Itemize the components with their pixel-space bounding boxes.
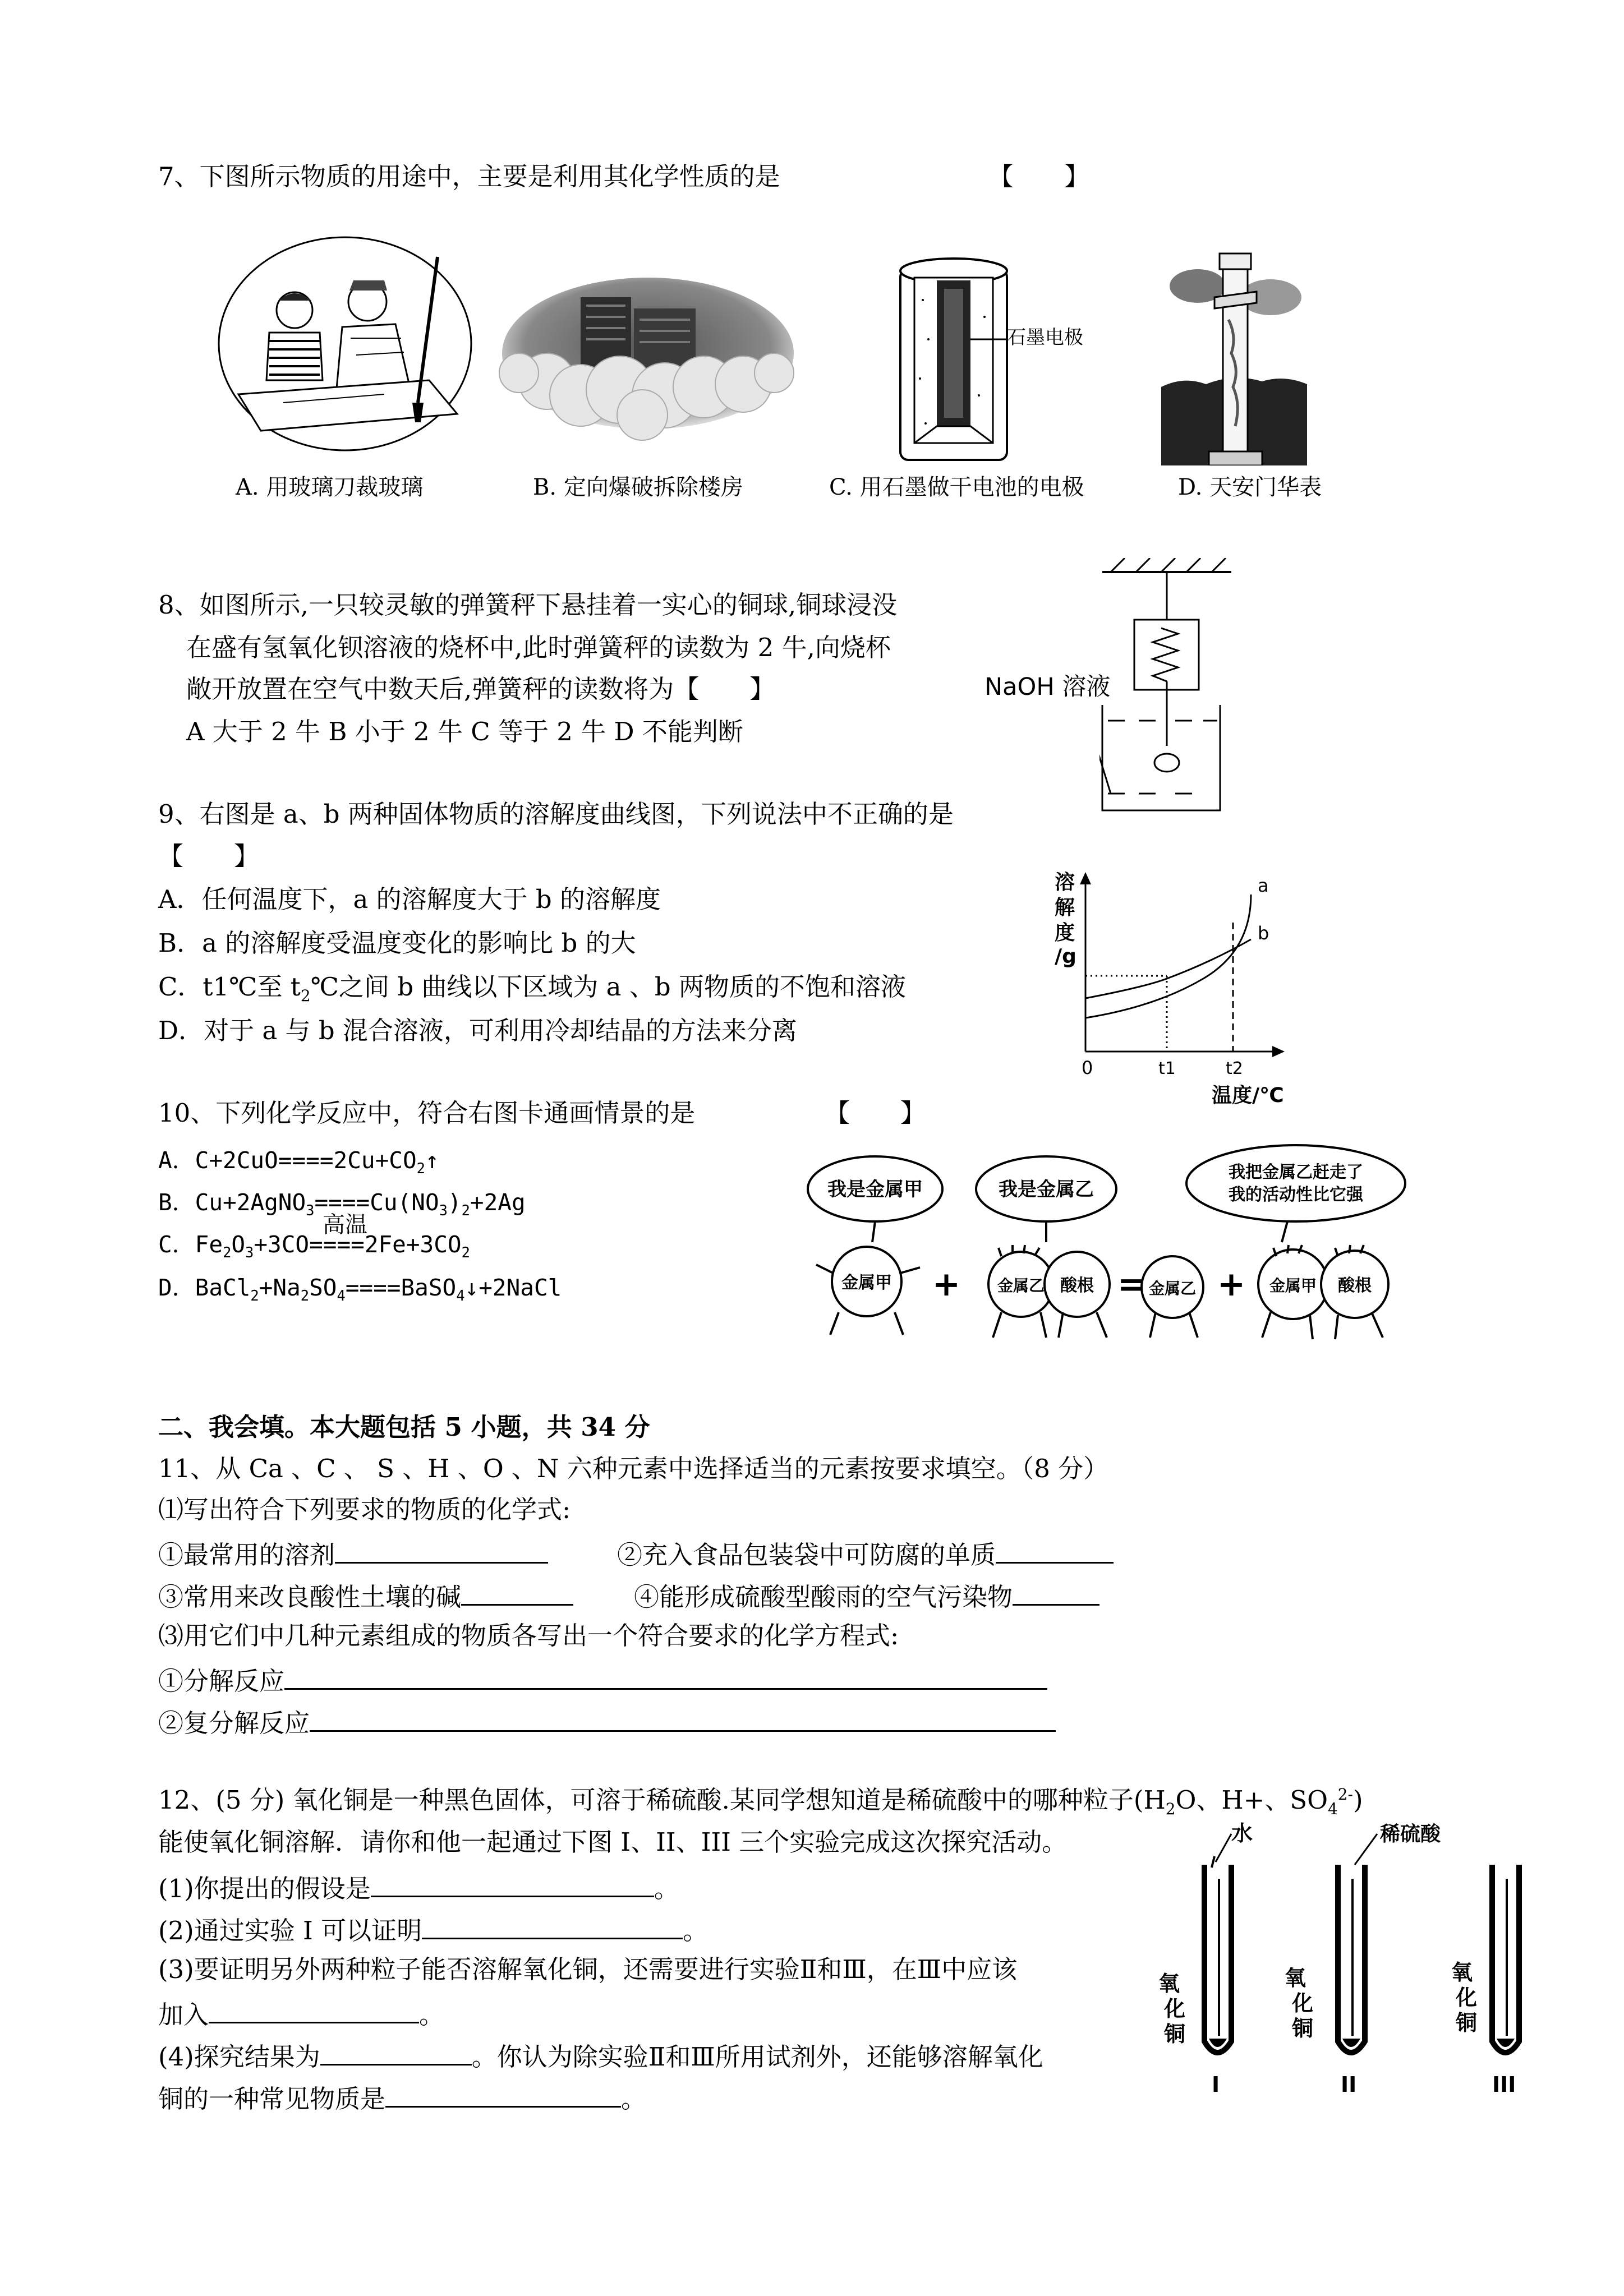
q8-line-1: 8、如图所示,一只较灵敏的弹簧秤下悬挂着一实心的铜球,铜球浸没 [158,590,898,620]
q11-blank-4[interactable] [1013,1579,1099,1606]
graph-ylabel-4: /g [1055,945,1076,968]
naoh-solution-label: NaOH 溶液 [984,673,1111,701]
tube2-cuo-2: 化 [1292,1991,1314,2016]
q7-option-d: D. 天安门华表 [1178,474,1322,500]
q9-option-c: C．t1℃至 $t_2℃$之间 b 曲线以下区域为 a 、b 两物质的不饱和溶液 [158,972,906,1005]
q7-figure-c-dry-cell [895,255,1041,474]
q11-item-1: ①最常用的溶剂 [158,1537,548,1570]
graph-ylabel-2: 解 [1055,896,1075,919]
q7-option-a: A. 用玻璃刀裁玻璃 [236,474,424,500]
q10-option-c: C．$Fe_2O_3+3CO====2Fe+3CO_2$ [158,1231,470,1261]
q7-option-c: C. 用石墨做干电池的电极 [829,474,1084,500]
q8-line-3: 敞开放置在空气中数天后,弹簧秤的读数将为【 】 [186,674,775,704]
tube2-label: II [1341,2072,1357,2097]
graph-ylabel-1: 溶 [1055,871,1075,894]
graph-xlabel: 温度/℃ [1212,1084,1284,1107]
q7-answer-bracket: 【 】 [988,162,1090,191]
q12-blank-3[interactable] [209,1997,419,2023]
q7-figure-a-glass-cutter [216,234,480,459]
curve-a-label: a [1258,875,1269,896]
tube2-cuo-3: 铜 [1292,2016,1314,2041]
q11-blank-5[interactable] [284,1663,1047,1690]
q8-options: A 大于 2 牛 B 小于 2 牛 C 等于 2 牛 D 不能判断 [186,717,743,746]
q10-option-b: B．$Cu+2AgNO_3====Cu(NO_3)_2+2Ag$ [158,1189,526,1219]
q11-blank-2[interactable] [996,1537,1114,1564]
q10-high-temp-condition: 高温 [323,1212,367,1238]
ball-metal-jia-1: 金属甲 [841,1273,892,1293]
q11-item-3: ③常用来改良酸性土壤的碱 [158,1579,573,1612]
q11-part-1: ⑴写出符合下列要求的物质的化学式: [158,1495,571,1524]
q7-figure-d-huabiao [1161,241,1307,465]
graphite-electrode-label: 石墨电极 [1007,326,1083,349]
q7-figure-b-demolition [496,275,799,443]
q12-line-1: 12、(5 分) 氧化铜是一种黑色固体，可溶于稀硫酸.某同学想知道是稀硫酸中的哪种粒子($H_2O$、H+、$SO_4^{2-}$) [158,1785,1363,1818]
tube3-cuo-3: 铜 [1456,2011,1478,2035]
q11-reaction-1: ①分解反应 [158,1663,1047,1696]
tube3-label: III [1492,2072,1516,2097]
section-2-title: 二、我会填。本大题包括 5 小题，共 34 分 [158,1412,650,1442]
q12-part-3b: 加入 。 [158,1997,444,2030]
ball-acid-radical-1: 酸根 [1060,1276,1094,1295]
tube3-cuo-2: 化 [1456,1985,1478,2010]
q9-option-a: A．任何温度下，a 的溶解度大于 b 的溶解度 [158,884,661,914]
q12-blank-4[interactable] [320,2039,472,2066]
graph-t2-label: t2 [1226,1059,1243,1078]
q12-blank-5[interactable] [385,2081,621,2108]
q12-blank-1[interactable] [371,1870,654,1897]
q10-stem: 10、下列化学反应中，符合右图卡通画情景的是 [158,1098,696,1128]
tube-acid-label: 稀硫酸 [1380,1823,1441,1846]
tube2-cuo-1: 氧 [1285,1966,1306,1990]
q9-option-d: D．对于 a 与 b 混合溶液，可利用冷却结晶的方法来分离 [158,1016,797,1045]
cartoon-equals: = [1117,1265,1146,1304]
q11-blank-6[interactable] [310,1705,1056,1732]
tube3-cuo-1: 氧 [1451,1960,1473,1985]
q11-stem: 11、从 Ca 、C 、 S 、H 、O 、N 六种元素中选择适当的元素按要求填空。（8 分） [158,1454,1109,1483]
tube1-label: I [1212,2072,1220,2097]
ball-metal-jia-2: 金属甲 [1269,1276,1317,1295]
ball-acid-radical-2: 酸根 [1338,1276,1372,1295]
tube1-cuo-3: 铜 [1164,2022,1186,2046]
ball-metal-yi-2: 金属乙 [1148,1279,1197,1298]
q11-part-3: ⑶用它们中几种元素组成的物质各写出一个符合要求的化学方程式: [158,1621,899,1650]
solubility-curve-graph [1055,866,1318,1108]
cartoon-plus-1: + [932,1265,961,1304]
q10-answer-bracket: 【 】 [825,1098,926,1128]
q11-blank-3[interactable] [461,1579,573,1606]
q11-blank-1[interactable] [335,1537,548,1564]
metal-displacement-cartoon [799,1144,1444,1357]
q7-stem: 7、下图所示物质的用途中，主要是利用其化学性质的是 [158,162,780,191]
q8-line-2: 在盛有氢氧化钡溶液的烧杯中,此时弹簧秤的读数为 2 牛,向烧杯 [186,633,891,662]
tube-water-label: 水 [1231,1821,1253,1846]
q12-part-1: (1)你提出的假设是 。 [158,1870,679,1904]
graph-origin: 0 [1082,1057,1093,1078]
bubble-metal-yi: 我是金属乙 [999,1178,1094,1201]
q11-reaction-2: ②复分解反应 [158,1705,1056,1739]
q11-item-2: ②充入食品包装袋中可防腐的单质 [617,1537,1114,1570]
graph-ylabel-3: 度 [1055,921,1075,944]
tube1-cuo-1: 氧 [1158,1971,1180,1996]
bubble-replace-line-1: 我把金属乙赶走了 [1229,1163,1363,1182]
q12-part-2: (2)通过实验 I 可以证明 。 [158,1912,708,1946]
q9-option-b: B．a 的溶解度受温度变化的影响比 b 的大 [158,928,636,958]
graph-t1-label: t1 [1158,1059,1176,1078]
q12-line-2: 能使氧化铜溶解．请你和他一起通过下图 I、II、III 三个实验完成这次探究活动。 [158,1827,1068,1857]
bubble-replace-line-2: 我的活动性比它强 [1229,1185,1363,1205]
q9-answer-bracket: 【 】 [158,841,260,871]
q12-part-3a: (3)要证明另外两种粒子能否溶解氧化铜，还需要进行实验Ⅱ和Ⅲ，在Ⅲ中应该 [158,1954,1018,1984]
q12-part-4a: (4)探究结果为 。你认为除实验Ⅱ和Ⅲ所用试剂外，还能够溶解氧化 [158,2039,1043,2072]
cartoon-plus-2: + [1217,1265,1246,1304]
q12-part-4b: 铜的一种常见物质是 。 [158,2081,646,2114]
ball-metal-yi-1: 金属乙 [997,1276,1045,1295]
bubble-metal-jia: 我是金属甲 [827,1178,923,1201]
curve-b-label: b [1258,923,1269,944]
q12-blank-2[interactable] [422,1912,683,1939]
q7-option-b: B. 定向爆破拆除楼房 [533,474,743,500]
q9-stem: 9、右图是 a、b 两种固体物质的溶解度曲线图，下列说法中不正确的是 [158,799,954,829]
q10-option-d: D．$BaCl_2+Na_2SO_4====BaSO_4↓+2NaCl$ [158,1274,562,1304]
q11-item-4: ④能形成硫酸型酸雨的空气污染物 [634,1579,1099,1612]
q12-test-tubes-figure [1153,1817,1574,2114]
q10-option-a: A．$C+2CuO====2Cu+CO_2↑$ [158,1147,439,1177]
tube1-cuo-2: 化 [1164,1997,1186,2021]
q8-spring-scale-figure [1099,558,1234,813]
